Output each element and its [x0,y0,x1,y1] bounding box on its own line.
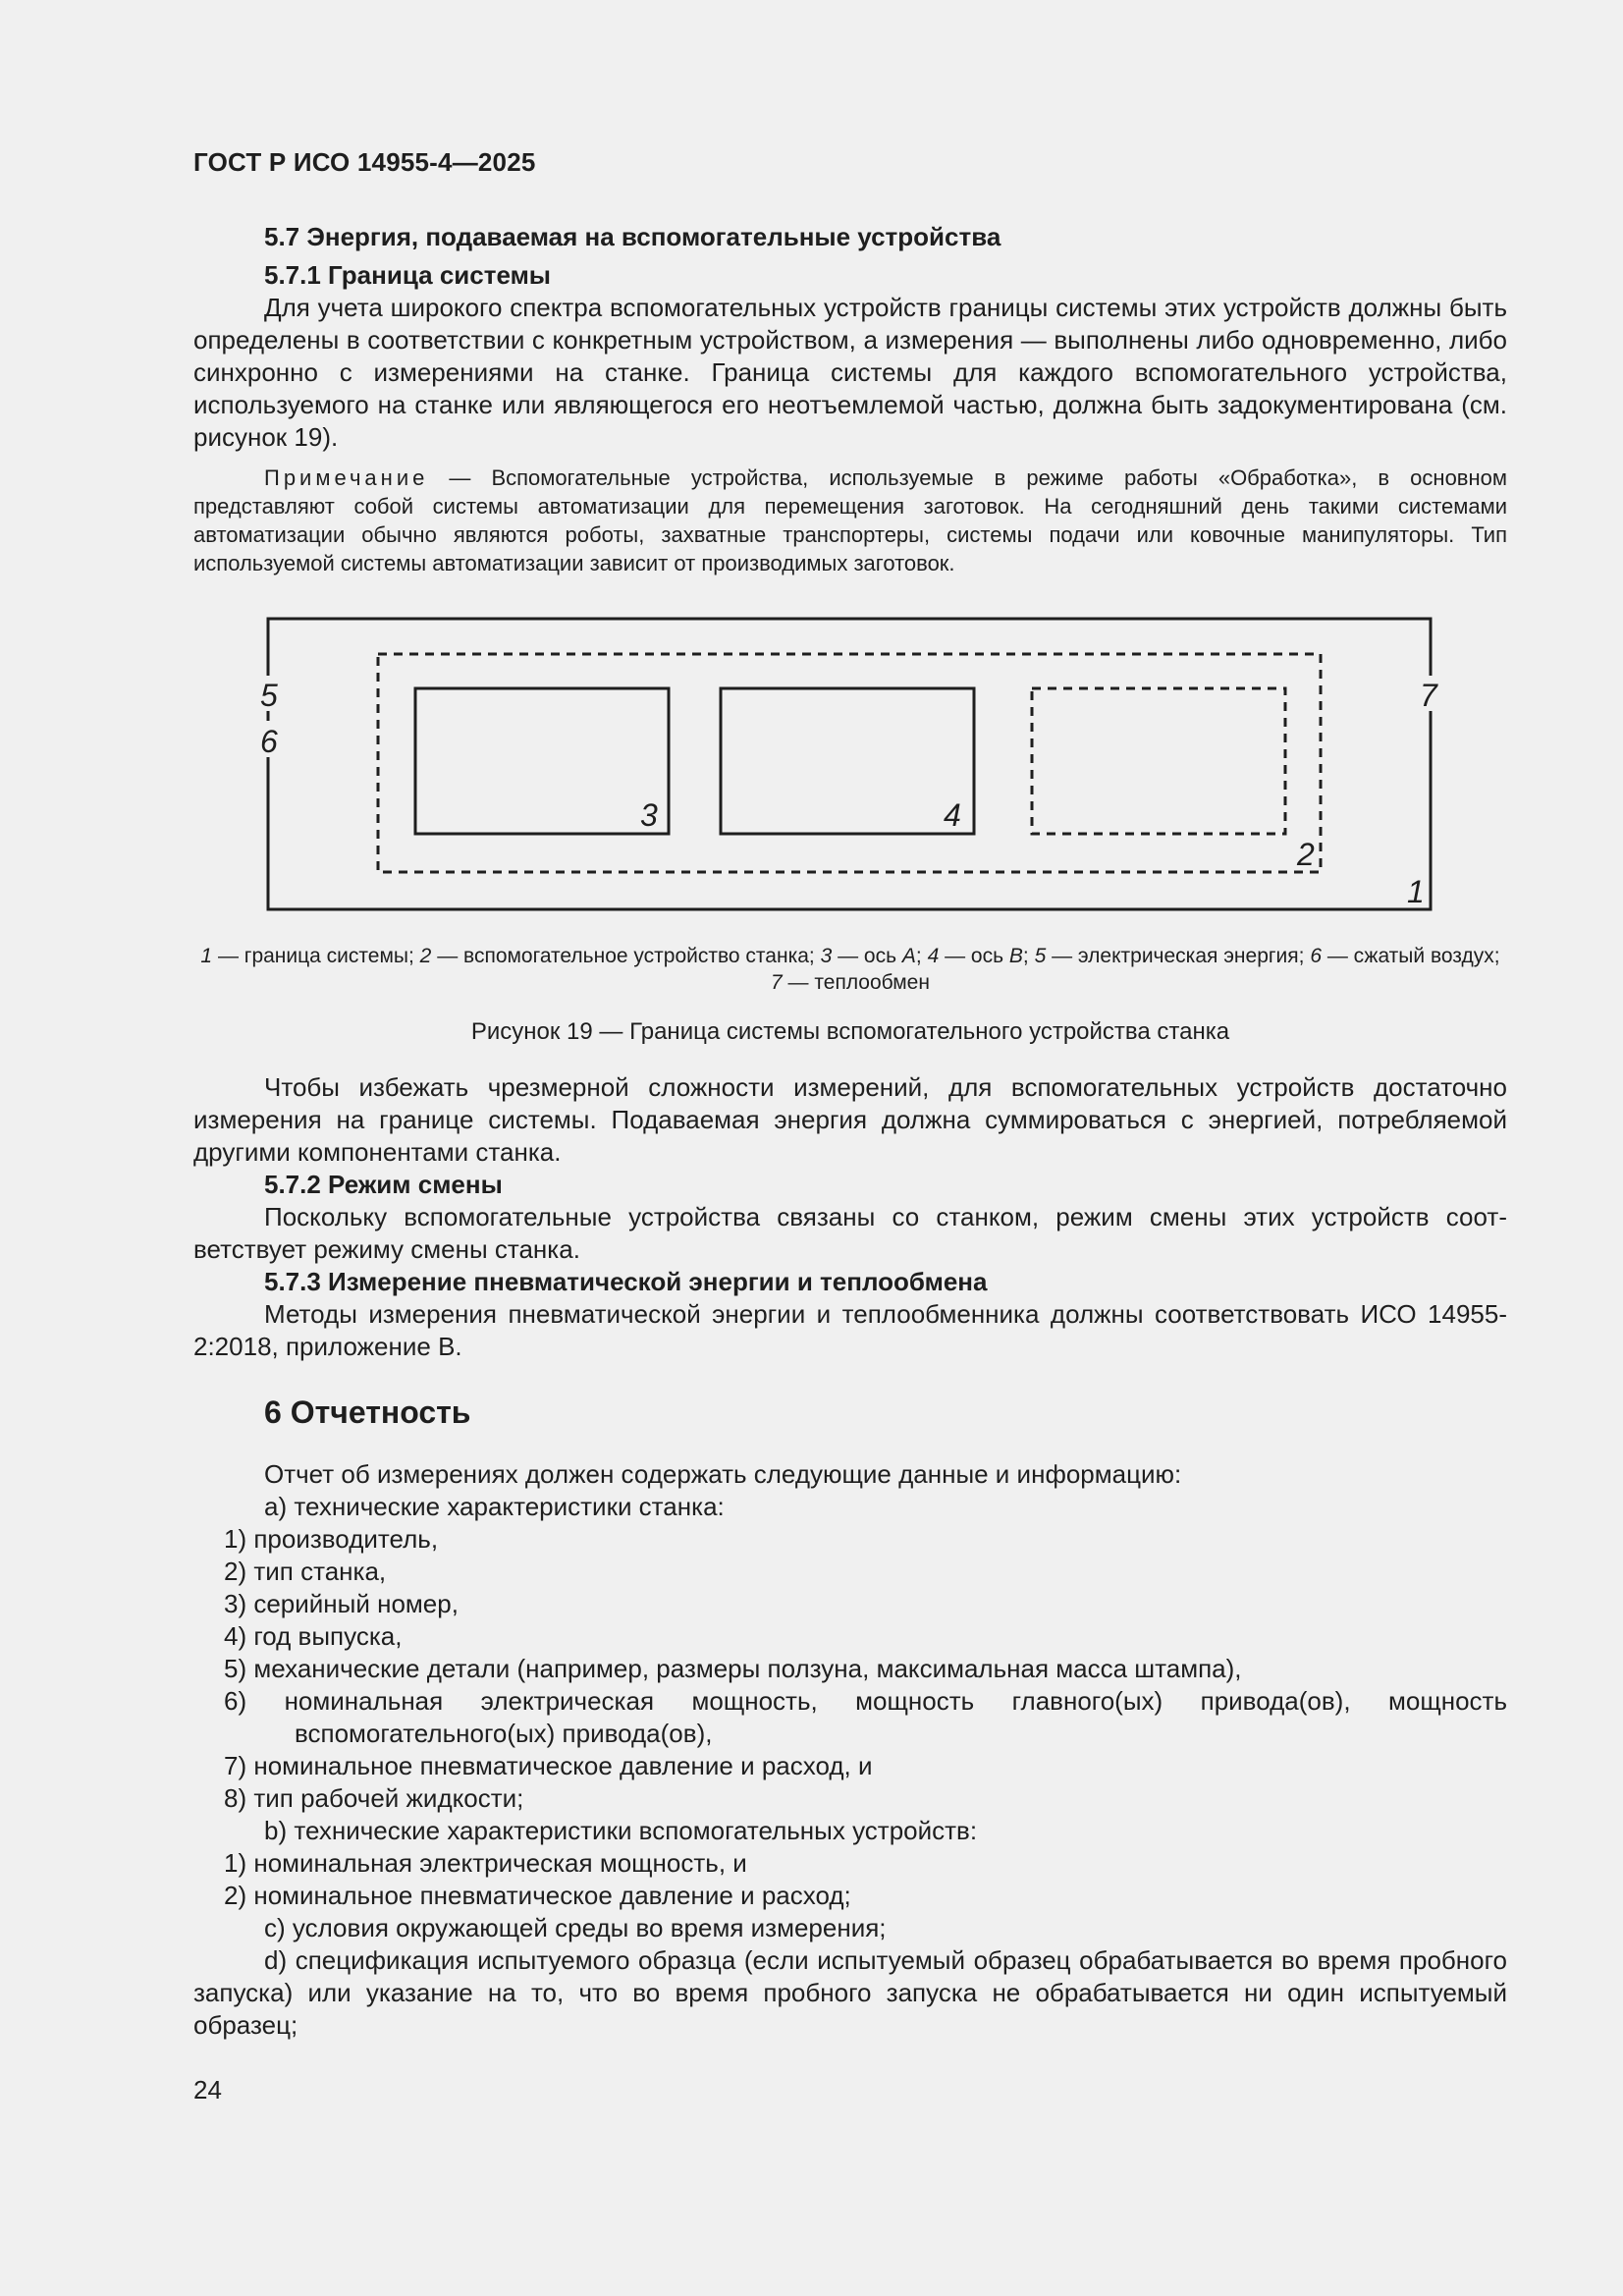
list-item: 1) номинальная электрическая мощность, и [224,1848,747,1878]
label-6: 6 [260,724,278,759]
list-item-a: а) технические характеристики станка: [264,1492,725,1521]
list-item-c: c) условия окружающей среды во время измерения; [264,1913,887,1942]
label-2: 2 [1297,837,1315,872]
figure-19 [193,605,1507,939]
list-a-items [193,1523,1507,1815]
legend-key: A [901,945,916,967]
section-5-7-1-title: 5.7.1 Граница системы [264,260,552,290]
list-item: 2) тип станка, [224,1557,387,1586]
list-item: 8) тип рабочей жидкости; [224,1783,524,1813]
list-item: 4) год выпуска, [224,1621,403,1651]
label-4: 4 [944,797,961,833]
boundary-bottom [268,711,1431,909]
list-item: 1) производитель, [224,1524,439,1554]
label-5: 5 [260,678,278,713]
auxiliary-device-boundary [378,654,1321,872]
page-content [193,221,1507,2042]
section-5-7-3-text: Методы измерения пневматической энергии и теплообменника должны соответствовать ИСО 14955-2:2018, приложение В. [193,1299,1507,1361]
legend-key: 1 [200,945,213,967]
section-5-7-1-text: Для учета широкого спектра вспомогательных устройств границы системы этих устройств должны быть определены в соответствии с конкретным устройством, а измерения — выполнены либо одновременно, либо синхронно с измерениями на станке. Граница системы для каждого вспомогательного устройства, используемого на станке или являющегося его неотъемлемой частью, должна быть задокументирована (см. рисунок 19). [193,293,1507,452]
legend-key: 5 [1034,945,1047,967]
legend-text: — теплообмен [782,971,930,994]
legend-key: 4 [927,945,940,967]
note-text: — Вспомогательные устройства, используемые в режиме работы «Обработка», в основном представляют собой системы автоматизации для перемещения заготовок. На сегодняшний день такими системами автоматизации обычно являются роботы, захватные транспортеры, системы подачи или ковочные манипуляторы. Тип используемой системы автоматизации зависит от производимых заготовок. [193,465,1507,575]
legend-key: 3 [820,945,833,967]
section-6-title: 6 Отчетность [264,1394,471,1430]
section-5-7-title: 5.7 Энергия, подаваемая на вспомогательные устройства [264,222,1001,251]
section-5-7-2-title: 5.7.2 Режим смены [264,1170,503,1199]
legend-text: — ось [832,945,902,967]
axis-b-box [721,688,974,834]
list-item-b: b) технические характеристики вспомогательных устройств: [264,1816,978,1845]
label-3: 3 [640,797,658,833]
boundary-top [268,619,1431,676]
note-label: Примечание [264,465,429,490]
system-boundary-diagram [193,605,1507,929]
label-1: 1 [1407,874,1425,909]
legend-key: 2 [419,945,432,967]
after-figure-text: Чтобы избежать чрезмерной сложности измерений, для вспомогательных устройств достаточно измерения на границе системы. Подаваемая энергия должна суммироваться с энергией, потребляемой другими компонентами станка. [193,1072,1507,1167]
legend-text: ; [1022,945,1035,967]
note [193,464,1507,577]
legend-key: 6 [1310,945,1322,967]
legend-key: B [1008,945,1023,967]
axis-a-box [415,688,669,834]
list-item: 6) номинальная электрическая мощность, мощность главного(ых) привода(ов), мощность вспомогательного(ых) привода(ов), [224,1686,1507,1748]
figure-caption: Рисунок 19 — Граница системы вспомогательного устройства станка [470,1018,1230,1045]
legend-key: 7 [771,971,783,994]
dashed-inner-box [1032,688,1285,834]
figure-legend [193,943,1507,996]
label-7: 7 [1420,678,1437,713]
legend-text: — ось [939,945,1009,967]
list-item-d: d) спецификация испытуемого образца (если испытуемый образец обрабатывается во время пробного запуска) или указание на то, что во время пробного запуска не обрабатывается ни один испытуемый образец; [193,1945,1507,2040]
legend-text: — граница системы; [212,945,420,967]
section-6-intro: Отчет об измерениях должен содержать следующие данные и информацию: [264,1459,1182,1489]
legend-text: — вспомогательное устройство станка; [431,945,821,967]
section-5-7-2-text: Поскольку вспомогательные устройства связаны со станком, режим смены этих устройств соответствует режиму смены станка. [193,1202,1507,1264]
list-item: 3) серийный номер, [224,1589,459,1618]
document-header: ГОСТ Р ИСО 14955-4—2025 [193,147,536,177]
section-5-7-3-title: 5.7.3 Измерение пневматической энергии и теплообмена [264,1267,988,1296]
list-item: 7) номинальное пневматическое давление и расход, и [224,1751,873,1780]
list-item: 2) номинальное пневматическое давление и расход; [224,1881,851,1910]
list-item: 5) механические детали (например, размеры ползуна, максимальная масса штампа), [224,1654,1242,1683]
list-b-items [193,1847,1507,1912]
page-number: 24 [193,2075,222,2105]
legend-text: — сжатый воздух; [1322,945,1500,967]
legend-text: — электрическая энергия; [1046,945,1311,967]
legend-text: ; [915,945,928,967]
